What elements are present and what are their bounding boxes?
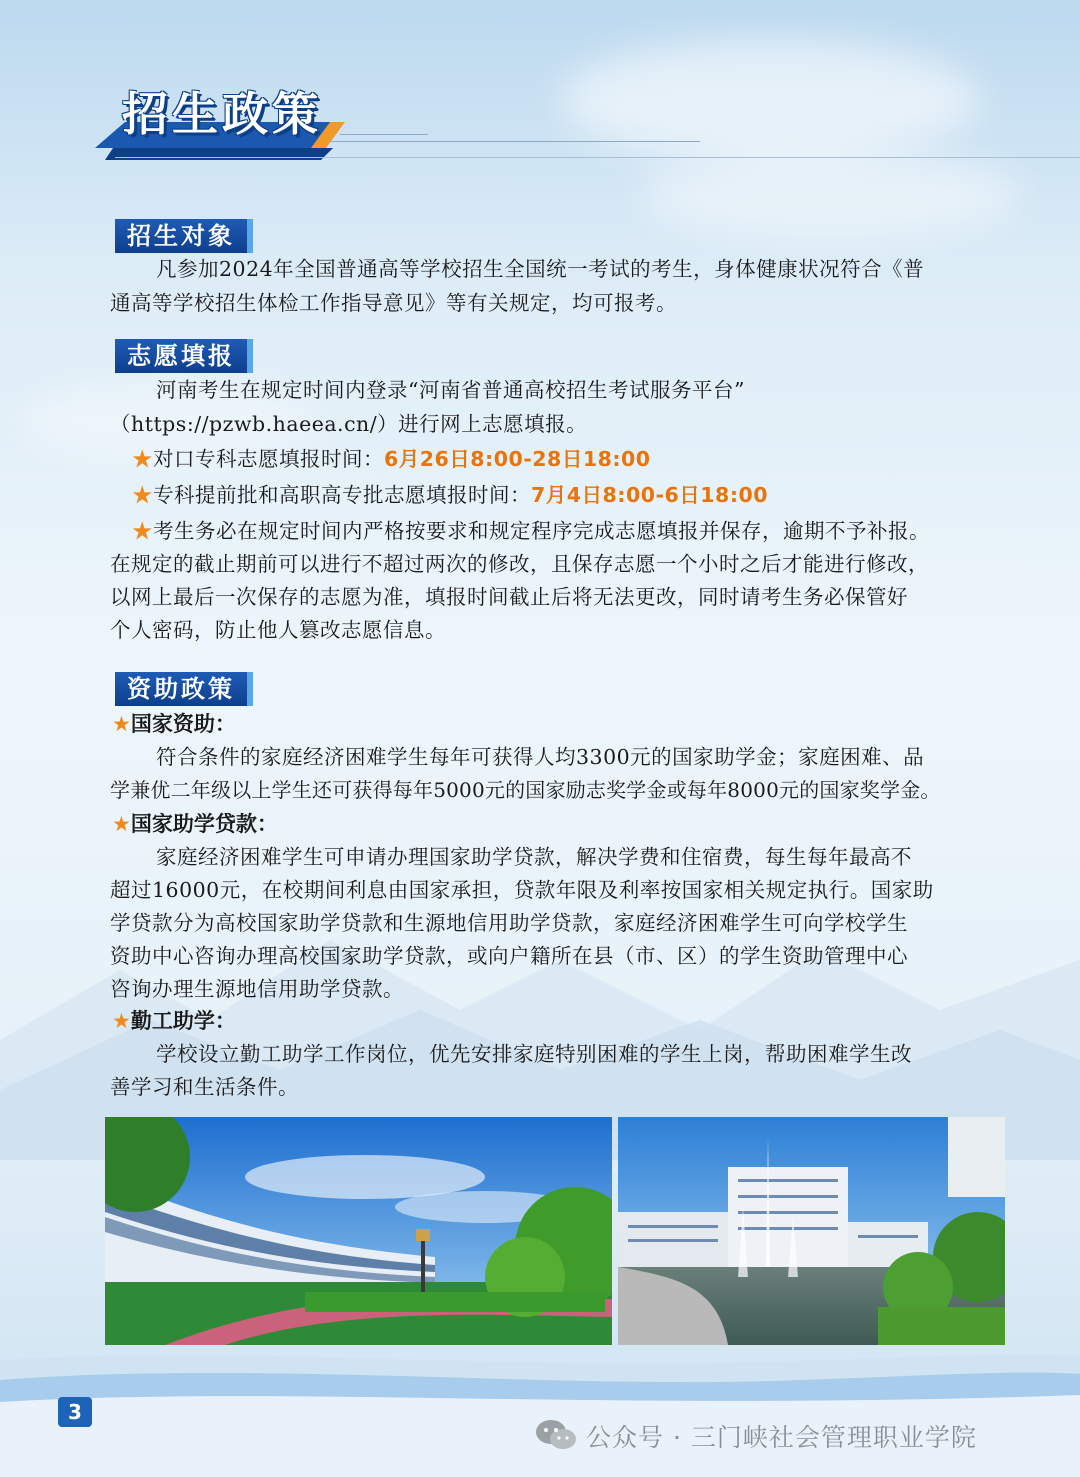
application-note: 以网上最后一次保存的志愿为准，填报时间截止后将无法更改，同时请考生务必保管好 [110,585,908,609]
loan-text: 家庭经济困难学生可申请办理国家助学贷款，解决学费和住宿费，每生每年最高不 [156,845,912,869]
campus-photo-left [105,1117,612,1345]
deadline-value: 6月26日8:00-28日18:00 [384,447,651,471]
star-icon: ★ [112,1009,131,1033]
aid-subheading: ★勤工助学： [112,1009,236,1033]
application-item-2: ★专科提前批和高职高专批志愿填报时间：7月4日8:00-6日18:00 [132,483,769,507]
grant-text: 学兼优二年级以上学生还可获得每年5000元的国家励志奖学金或每年8000元的国家奖学金。 [110,778,941,802]
target-text: 凡参加2024年全国普通高等学校招生全国统一考试的考生，身体健康状况符合《普 [156,257,925,281]
cloud-decoration [560,40,980,160]
loan-text: 咨询办理生源地信用助学贷款。 [110,977,404,1001]
star-icon: ★ [132,519,153,543]
work-study-text: 善学习和生活条件。 [110,1075,299,1099]
campus-photo-right [618,1117,1005,1345]
application-note: 个人密码，防止他人篡改志愿信息。 [110,618,446,642]
page-title: 招生政策 [122,87,322,141]
aid-subheading: ★国家助学贷款： [112,812,278,836]
work-study-text: 学校设立勤工助学工作岗位，优先安排家庭特别困难的学生上岗，帮助困难学生改 [156,1042,912,1066]
target-text: 通高等学校招生体检工作指导意见》等有关规定，均可报考。 [110,291,677,315]
star-icon: ★ [112,812,131,836]
star-icon: ★ [132,447,153,471]
section-label-target: 招生对象 [115,219,253,253]
wechat-icon [534,1418,578,1452]
section-label-application: 志愿填报 [115,339,253,373]
loan-text: 资助中心咨询办理高校国家助学贷款，或向户籍所在县（市、区）的学生资助管理中心 [110,944,908,968]
title-divider [115,157,1080,158]
cloud-decoration [640,150,1020,240]
loan-text: 学贷款分为高校国家助学贷款和生源地信用助学贷款，家庭经济困难学生可向学校学生 [110,911,908,935]
application-text: 河南考生在规定时间内登录“河南省普通高校招生考试服务平台” [156,378,745,402]
deadline-value: 7月4日8:00-6日18:00 [531,483,769,507]
star-icon: ★ [112,712,131,736]
page-number: 3 [58,1397,92,1427]
star-icon: ★ [132,483,153,507]
application-url-text: （https://pzwb.haeea.cn/）进行网上志愿填报。 [110,412,588,436]
bottom-wave-decoration [0,1340,1080,1477]
grant-text: 符合条件的家庭经济困难学生每年可获得人均3300元的国家助学金；家庭困难、品 [156,745,925,769]
aid-subheading: ★国家资助： [112,712,236,736]
title-divider [340,134,428,135]
application-note: 在规定的截止期前可以进行不超过两次的修改，且保存志愿一个小时之后才能进行修改， [110,552,929,576]
application-note: ★考生务必在规定时间内严格按要求和规定程序完成志愿填报并保存，逾期不予补报。 [132,519,930,543]
loan-text: 超过16000元，在校期间利息由国家承担，贷款年限及利率按国家相关规定执行。国家助 [110,878,934,902]
application-item-1: ★对口专科志愿填报时间：6月26日8:00-28日18:00 [132,447,651,471]
wechat-account-label: 公众号 · 三门峡社会管理职业学院 [586,1423,977,1452]
title-divider [330,141,700,142]
section-label-aid: 资助政策 [115,672,253,706]
